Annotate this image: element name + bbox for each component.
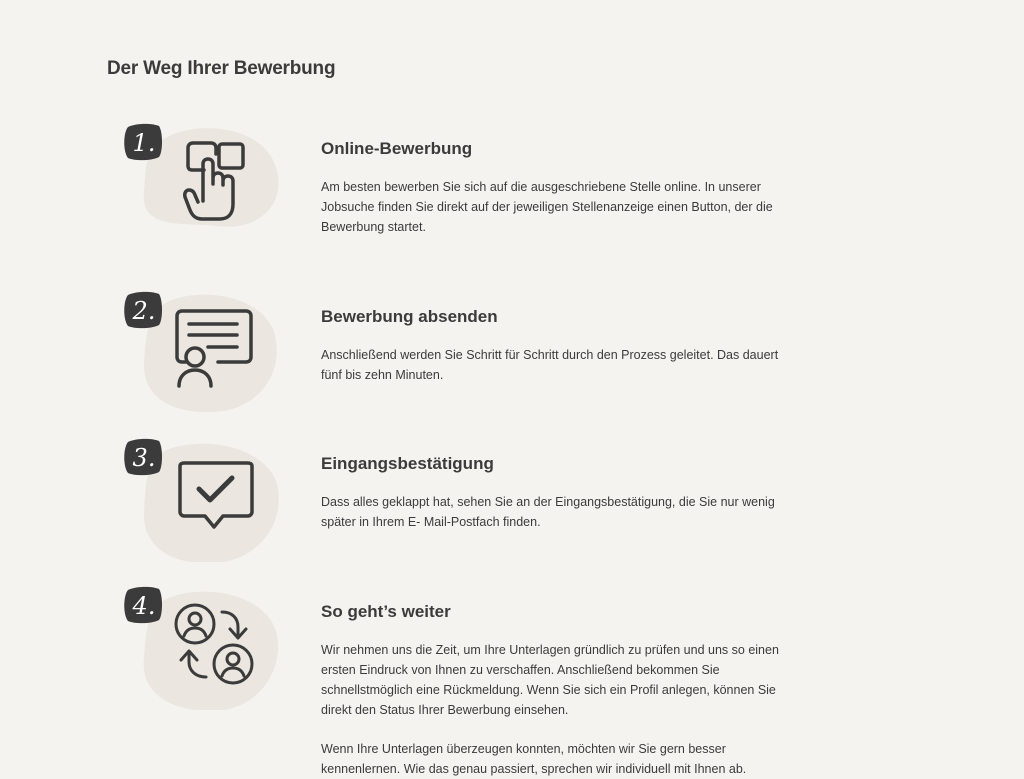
- step-description-continued: Wenn Ihre Unterlagen überzeugen konnten, möchten wir Sie gern besser kennenlernen. Wie das genau passiert, sprechen wir individuell mit Ihnen ab.: [321, 742, 747, 776]
- svg-text:2.: 2.: [132, 297, 156, 325]
- step-description: Am besten bewerben Sie sich auf die ausgeschriebene Stelle online. In unserer Jobsuche finden Sie direkt auf der jeweiligen Stellenanzeige einen Button, der die Bewerbung startet.: [321, 180, 773, 234]
- step-icon-container: [122, 122, 282, 247]
- step-description: Anschließend werden Sie Schritt für Schritt durch den Prozess geleitet. Das dauert fünf bis zehn Minuten.: [321, 348, 779, 382]
- svg-text:1.: 1.: [132, 129, 156, 157]
- step-title: Eingangsbestätigung: [321, 454, 494, 473]
- step-icon-container: [122, 585, 282, 710]
- step-title: So geht’s weiter: [321, 602, 451, 621]
- step-icon-container: [122, 290, 282, 415]
- svg-text:4.: 4.: [132, 592, 156, 620]
- step-title: Bewerbung absenden: [321, 307, 498, 326]
- page-title: Der Weg Ihrer Bewerbung: [107, 58, 336, 79]
- step-icon-container: [122, 437, 282, 562]
- step-description: Dass alles geklappt hat, sehen Sie an der Eingangsbestätigung, die Sie nur wenig später in Ihrem E- Mail-Postfach finden.: [321, 495, 775, 529]
- step-title: Online-Bewerbung: [321, 139, 473, 158]
- step-number-badge: [124, 124, 162, 160]
- step-number-badge: [124, 292, 162, 328]
- step-number-badge: [124, 587, 162, 623]
- step-number-badge: [124, 439, 162, 475]
- svg-text:3.: 3.: [132, 444, 156, 472]
- step-description: Wir nehmen uns die Zeit, um Ihre Unterlagen gründlich zu prüfen und uns so einen ersten Eindruck von Ihnen zu verschaffen. Anschließend bekommen Sie schnellstmöglich eine Rückmeldung. Wenn Sie sich ein Profil anlegen, können Sie direkt den Status Ihrer Bewerbung einsehen.: [321, 643, 779, 717]
